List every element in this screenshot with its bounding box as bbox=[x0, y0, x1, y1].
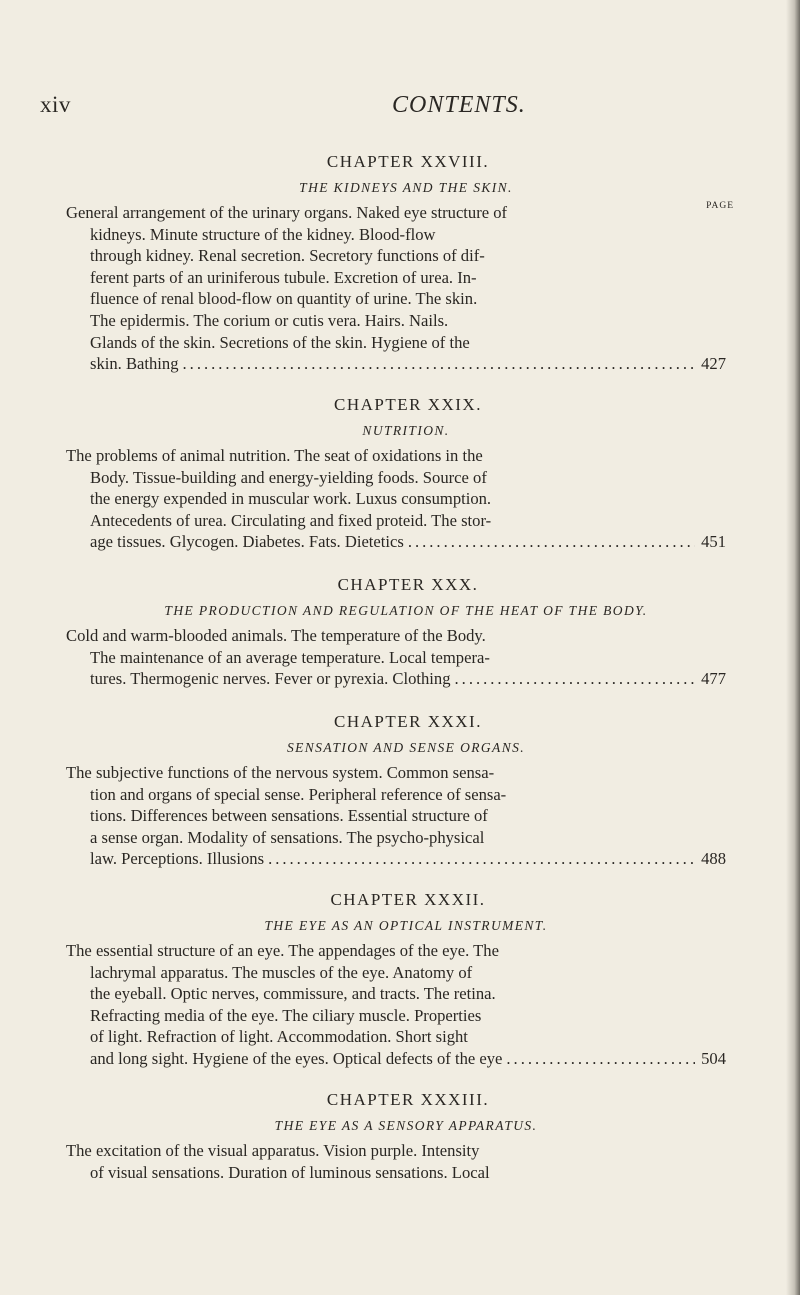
chapter-summary bbox=[66, 762, 726, 870]
summary-line: Refracting media of the eye. The ciliary muscle. Properties bbox=[90, 1005, 482, 1025]
chapter-xxviii bbox=[66, 152, 734, 375]
summary-line: The essential structure of an eye. The appendages of the eye. The bbox=[66, 941, 499, 960]
chapter-summary bbox=[66, 940, 726, 1070]
summary-line: The excitation of the visual apparatus. Vision purple. Intensity bbox=[66, 1141, 480, 1160]
summary-line: fluence of renal blood-flow on quantity of urine. The skin. bbox=[90, 289, 478, 309]
summary-line: Cold and warm-blooded animals. The temperature of the Body. bbox=[66, 626, 486, 645]
summary-line: tion and organs of special sense. Peripheral reference of sensa- bbox=[90, 784, 507, 804]
summary-line-text: law. Perceptions. Illusions bbox=[90, 849, 265, 869]
page-number: 504 bbox=[701, 1048, 726, 1068]
page-edge-shadow bbox=[786, 0, 800, 1295]
summary-line: kidneys. Minute structure of the kidney. Blood-flow bbox=[90, 224, 436, 244]
dot-leader bbox=[455, 668, 696, 690]
summary-line: General arrangement of the urinary organs. Naked eye structure of bbox=[66, 203, 508, 222]
page-number: 488 bbox=[701, 849, 726, 869]
chapter-heading: CHAPTER XXXI. bbox=[334, 712, 482, 731]
chapter-xxx bbox=[66, 575, 726, 690]
summary-line: a sense organ. Modality of sensations. The psycho-physical bbox=[90, 827, 485, 847]
summary-line: of visual sensations. Duration of luminous sensations. Local bbox=[90, 1162, 490, 1182]
chapter-subtitle: SENSATION AND SENSE ORGANS. bbox=[286, 740, 526, 755]
chapter-subtitle: THE PRODUCTION AND REGULATION OF THE HEAT OF THE BODY. bbox=[164, 603, 648, 618]
page-number: 451 bbox=[701, 532, 726, 552]
chapter-heading: CHAPTER XXIX. bbox=[334, 395, 482, 414]
dot-leader bbox=[268, 848, 695, 870]
dot-leader bbox=[506, 1048, 695, 1070]
summary-line: through kidney. Renal secretion. Secretory functions of dif- bbox=[90, 246, 485, 266]
page-header bbox=[0, 92, 800, 132]
summary-line: of light. Refraction of light. Accommodation. Short sight bbox=[90, 1027, 468, 1047]
chapter-summary bbox=[66, 201, 734, 375]
summary-line: the energy expended in muscular work. Luxus consumption. bbox=[90, 489, 492, 509]
chapter-subtitle: THE EYE AS A SENSORY APPARATUS. bbox=[274, 1118, 538, 1133]
chapter-xxxii bbox=[66, 890, 726, 1070]
summary-line: The problems of animal nutrition. The seat of oxidations in the bbox=[66, 446, 483, 465]
summary-line: ferent parts of an uriniferous tubule. Excretion of urea. In- bbox=[90, 267, 477, 287]
chapter-xxxi bbox=[66, 712, 726, 870]
summary-last-line bbox=[66, 668, 726, 690]
chapter-summary bbox=[66, 1140, 726, 1183]
summary-line: lachrymal apparatus. The muscles of the eye. Anatomy of bbox=[90, 962, 473, 982]
summary-last-line bbox=[66, 531, 726, 553]
chapter-subtitle: NUTRITION. bbox=[362, 423, 450, 438]
page-number: 477 bbox=[701, 669, 726, 689]
summary-line: The subjective functions of the nervous system. Common sensa- bbox=[66, 763, 495, 782]
summary-line: The maintenance of an average temperature. Local tempera- bbox=[90, 647, 490, 667]
summary-last-line bbox=[66, 353, 726, 375]
summary-line: Body. Tissue-building and energy-yielding foods. Source of bbox=[90, 467, 487, 487]
chapter-summary bbox=[66, 445, 726, 553]
chapter-heading: CHAPTER XXXII. bbox=[330, 890, 486, 909]
chapter-heading: CHAPTER XXVIII. bbox=[326, 152, 490, 171]
running-title: CONTENTS. bbox=[392, 92, 526, 118]
folio-number: xiv bbox=[40, 92, 71, 117]
summary-line-text: and long sight. Hygiene of the eyes. Optical defects of the eye bbox=[90, 1048, 503, 1068]
summary-line: The epidermis. The corium or cutis vera. Hairs. Nails. bbox=[90, 310, 449, 330]
chapter-xxxiii bbox=[66, 1090, 726, 1183]
summary-line: Antecedents of urea. Circulating and fixed proteid. The stor- bbox=[90, 510, 492, 530]
summary-line: the eyeball. Optic nerves, commissure, and tracts. The retina. bbox=[90, 984, 496, 1004]
chapter-subtitle: THE EYE AS AN OPTICAL INSTRUMENT. bbox=[264, 918, 548, 933]
dot-leader bbox=[408, 531, 695, 553]
chapter-heading: CHAPTER XXXIII. bbox=[326, 1090, 490, 1109]
summary-line-text: age tissues. Glycogen. Diabetes. Fats. Dietetics bbox=[90, 532, 404, 552]
dot-leader bbox=[183, 353, 696, 375]
chapter-summary bbox=[66, 625, 726, 690]
chapter-subtitle: THE KIDNEYS AND THE SKIN. bbox=[299, 180, 513, 195]
chapter-heading: CHAPTER XXX. bbox=[337, 575, 479, 594]
chapter-xxix bbox=[66, 395, 726, 553]
summary-last-line bbox=[66, 1048, 726, 1070]
page-number: 427 bbox=[701, 354, 726, 374]
summary-line: tions. Differences between sensations. Essential structure of bbox=[90, 806, 488, 826]
summary-line: Glands of the skin. Secretions of the skin. Hygiene of the bbox=[90, 332, 470, 352]
summary-last-line bbox=[66, 848, 726, 870]
summary-line-text: skin. Bathing bbox=[90, 354, 179, 374]
summary-line-text: tures. Thermogenic nerves. Fever or pyrexia. Clothing bbox=[90, 669, 451, 689]
page-column-label: PAGE bbox=[706, 201, 734, 211]
